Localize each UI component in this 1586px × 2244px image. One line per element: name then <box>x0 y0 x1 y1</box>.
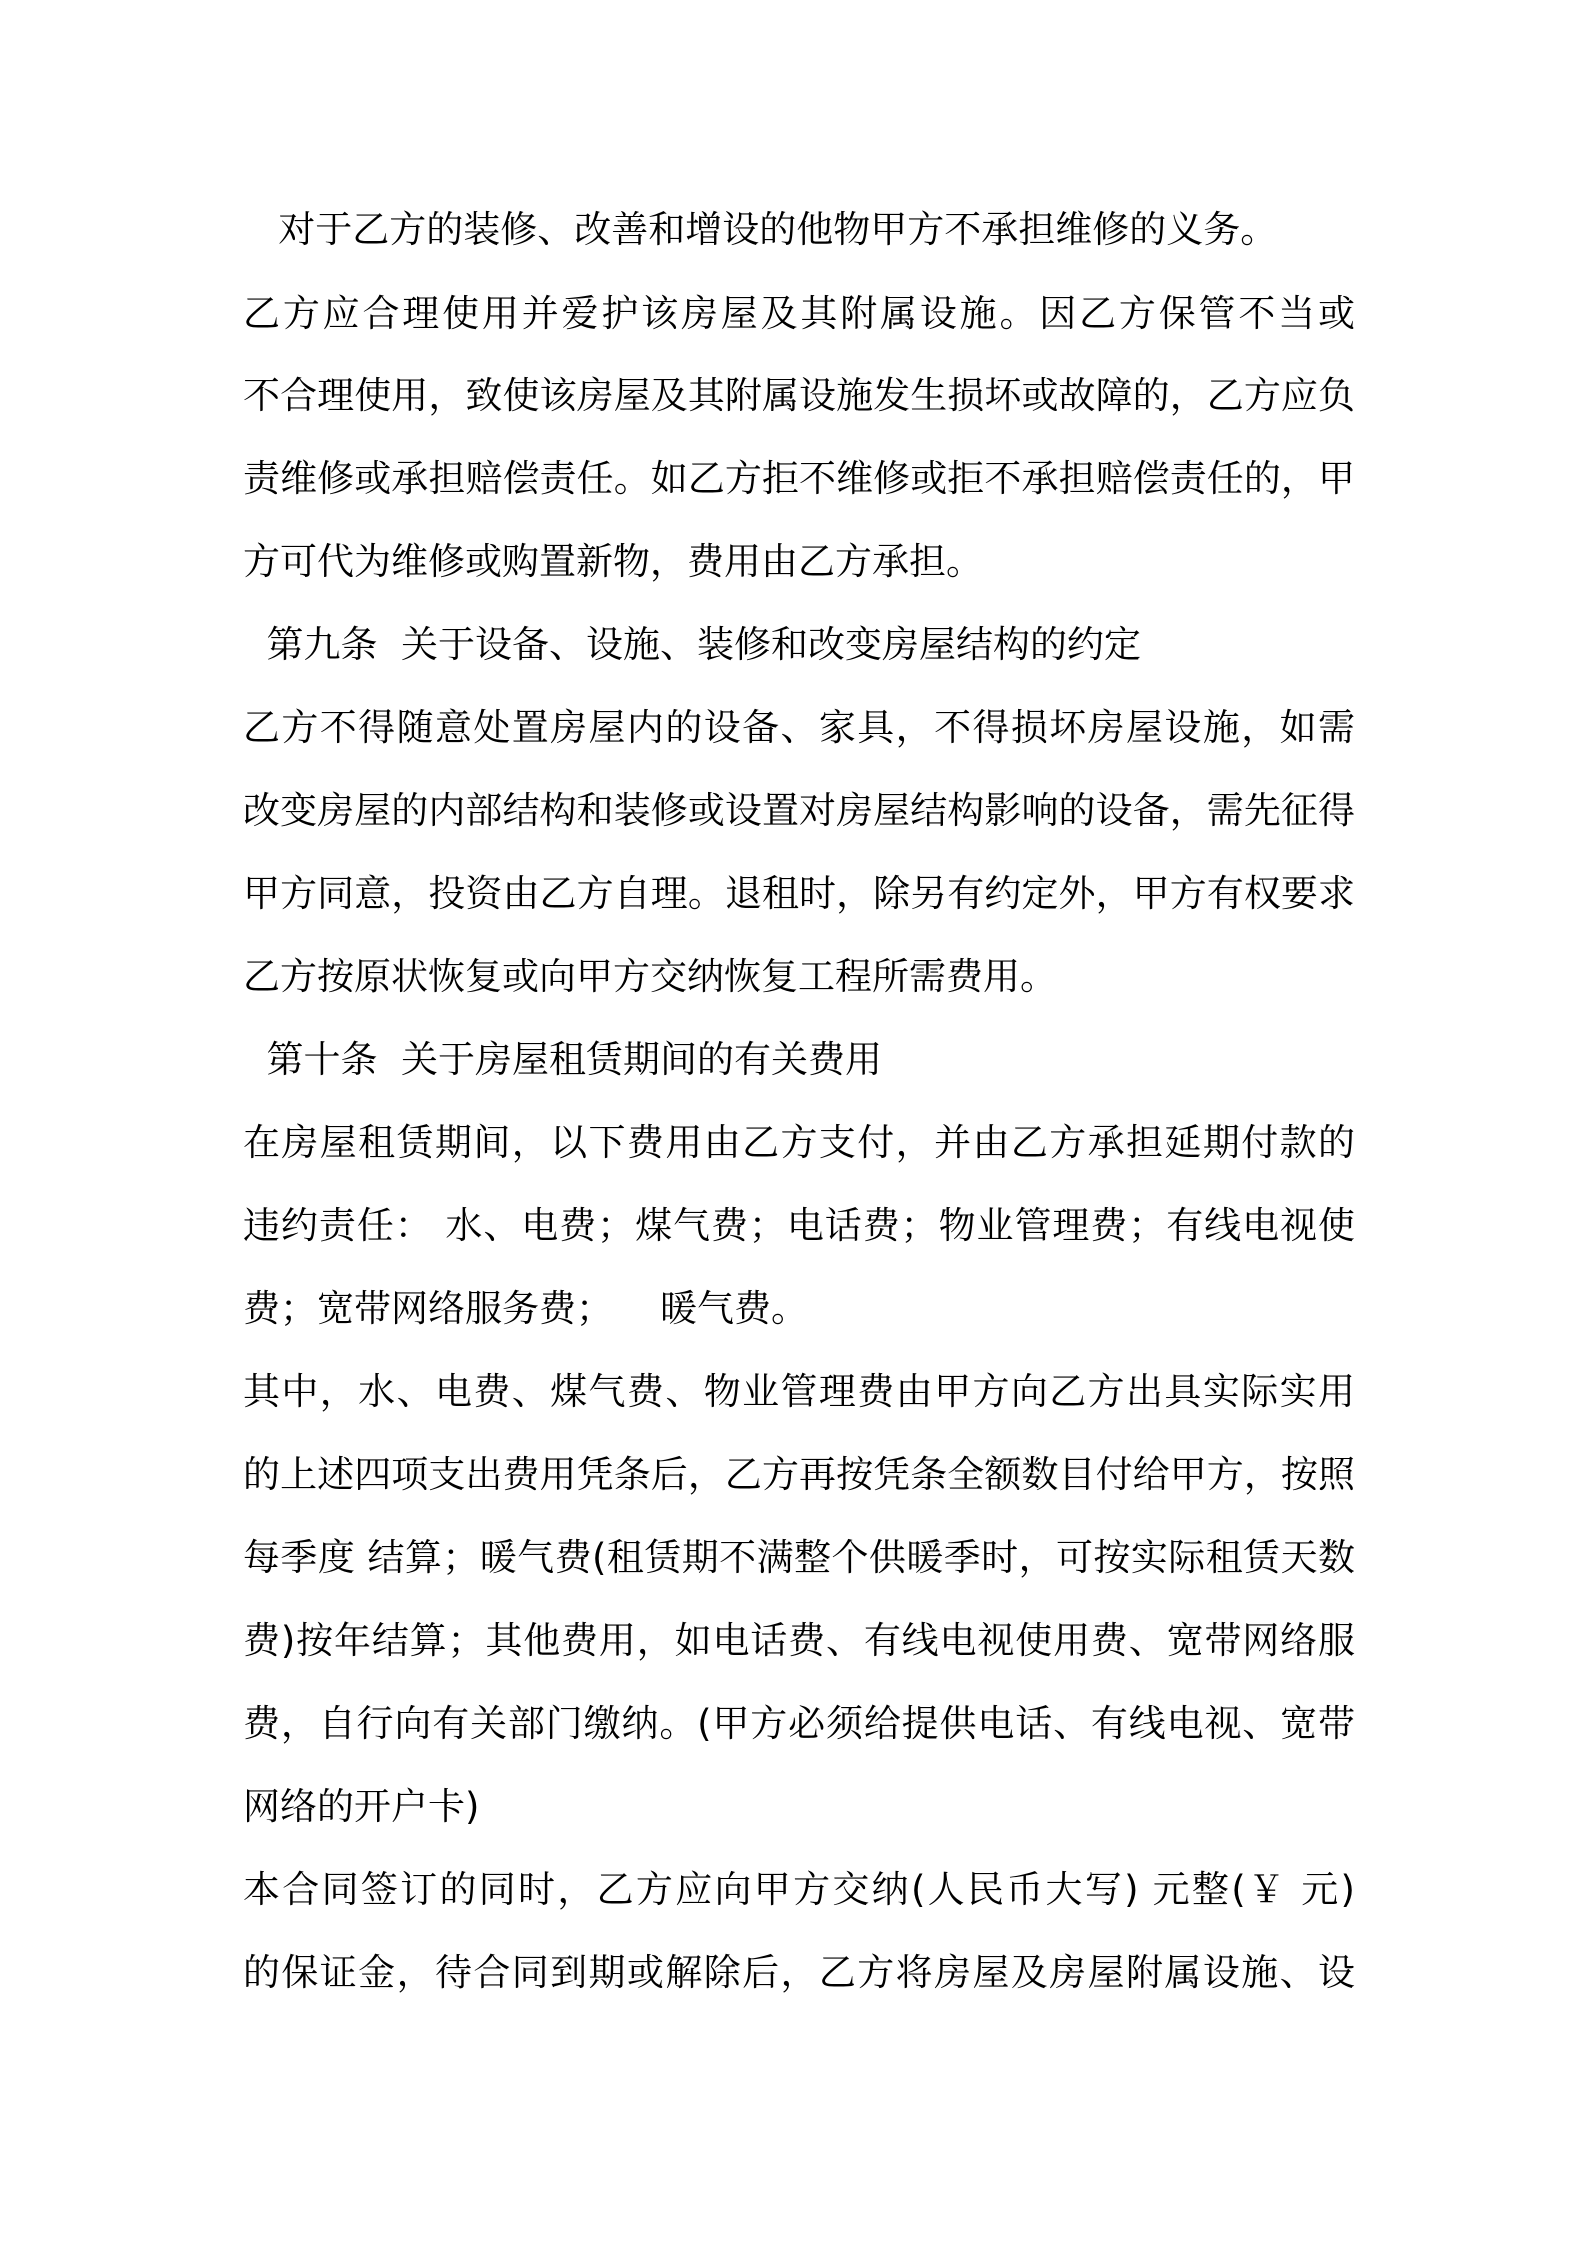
text-line: 乙方按原状恢复或向甲方交纳恢复工程所需费用。 <box>243 955 1057 998</box>
text-line: 不合理使用，致使该房屋及其附属设施发生损坏或故障的，乙方应负 <box>243 374 1355 417</box>
text-line: 网络的开户卡) <box>243 1785 480 1828</box>
text-line: 费，自行向有关部门缴纳。(甲方必须给提供电话、有线电视、宽带 <box>243 1702 1355 1745</box>
text-line: 的上述四项支出费用凭条后，乙方再按凭条全额数目付给甲方，按照 <box>243 1453 1355 1496</box>
text-line: 在房屋租赁期间，以下费用由乙方支付，并由乙方承担延期付款的 <box>243 1121 1355 1164</box>
text-line: 本合同签订的同时，乙方应向甲方交纳(人民币大写) 元整(￥ 元) <box>243 1868 1355 1911</box>
text-line: 费)按年结算；其他费用，如电话费、有线电视使用费、宽带网络服 <box>243 1619 1355 1662</box>
text-line: 甲方同意，投资由乙方自理。退租时，除另有约定外，甲方有权要求 <box>243 872 1355 915</box>
text-line: 乙方不得随意处置房屋内的设备、家具，不得损坏房屋设施，如需 <box>243 706 1355 749</box>
text-line: 的保证金，待合同到期或解除后，乙方将房屋及房屋附属设施、设 <box>243 1951 1355 1994</box>
text-line: 每季度 结算；暖气费(租赁期不满整个供暖季时，可按实际租赁天数 <box>243 1536 1355 1579</box>
text-line: 方可代为维修或购置新物，费用由乙方承担。 <box>243 540 983 583</box>
text-line: 改变房屋的内部结构和装修或设置对房屋结构影响的设备，需先征得 <box>243 789 1355 832</box>
text-line: 费；宽带网络服务费； 暖气费。 <box>243 1287 809 1330</box>
text-line: 其中，水、电费、煤气费、物业管理费由甲方向乙方出具实际实用 <box>243 1370 1355 1413</box>
text-line: 对于乙方的装修、改善和增设的他物甲方不承担维修的义务。 <box>243 208 1278 251</box>
text-line: 责维修或承担赔偿责任。如乙方拒不维修或拒不承担赔偿责任的，甲 <box>243 457 1355 500</box>
article-heading: 第九条 关于设备、设施、装修和改变房屋结构的约定 <box>243 623 1142 666</box>
text-line: 违约责任： 水、电费；煤气费；电话费；物业管理费；有线电视使 <box>243 1204 1355 1247</box>
text-line: 乙方应合理使用并爱护该房屋及其附属设施。因乙方保管不当或 <box>243 292 1355 335</box>
article-heading: 第十条 关于房屋租赁期间的有关费用 <box>243 1038 883 1081</box>
